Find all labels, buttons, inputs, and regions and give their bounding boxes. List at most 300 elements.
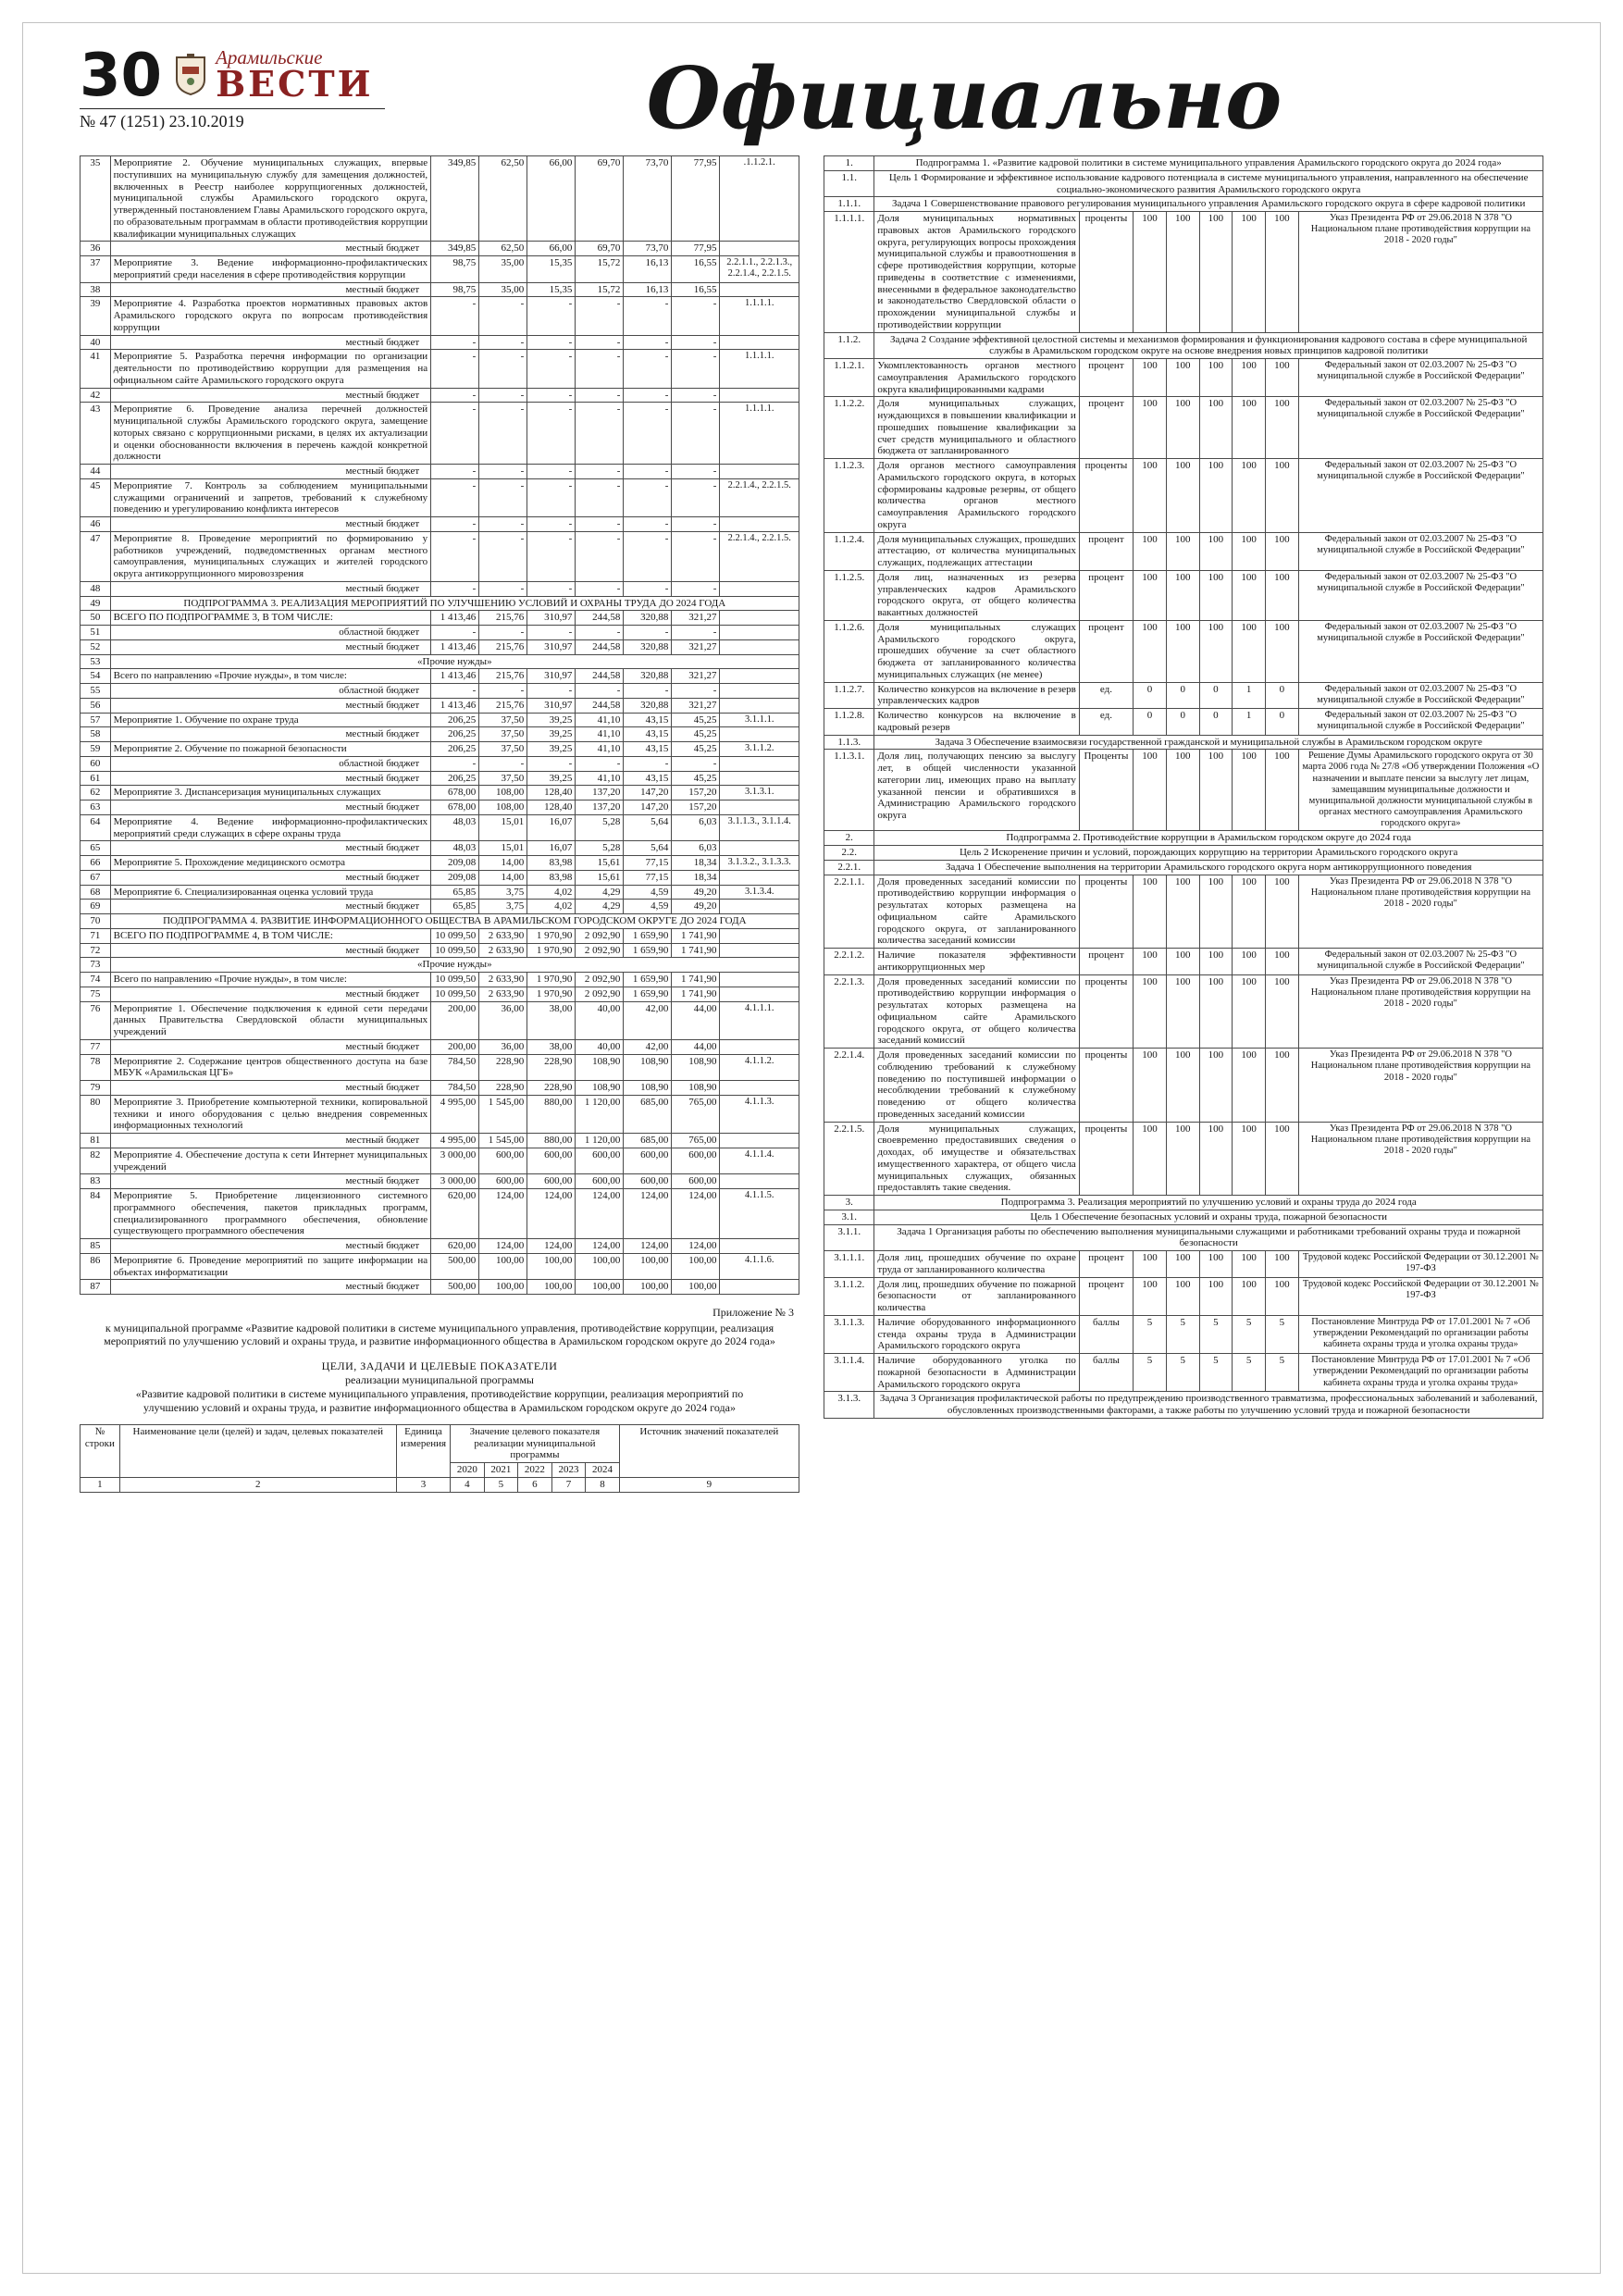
appendix-block (80, 1306, 799, 1348)
table-row (81, 900, 799, 914)
indicator-name: Доля лиц, назначенных из резерва управленческих кадров Арамильского городского округа, от общего количества вакантных должностей (874, 570, 1079, 620)
section-title: Подпрограмма 3. Реализация мероприятий по улучшению условий и охраны труда до 2024 года (874, 1196, 1543, 1210)
source-cell: Постановление Минтруда РФ от 17.01.2001 № 7 «Об утверждении Рекомендаций по организации работы кабинета охраны труда и уголка охраны труда» (1298, 1315, 1542, 1353)
amount-cell: 244,58 (576, 639, 624, 654)
table-row (81, 335, 799, 350)
amount-cell: - (527, 684, 576, 699)
amount-cell: - (576, 684, 624, 699)
amount-cell: - (672, 297, 720, 335)
indicator-name: Доля лиц, получающих пенсию за выслугу лет, в общей численности указанной категории лиц, имеющих право на выплату указанной пенсии и обратившихся в Администрацию Арамильского городского округа (874, 750, 1079, 831)
indicator-name: Доля муниципальных служащих, прошедших аттестацию, от количества муниципальных служащих, подлежащих аттестации (874, 532, 1079, 570)
table-row (824, 735, 1543, 750)
amount-cell: 69,70 (576, 242, 624, 256)
newspaper-logo (173, 46, 374, 105)
value-cell: 100 (1166, 620, 1199, 682)
indicator-code (720, 756, 799, 771)
amount-cell: 16,13 (624, 282, 672, 297)
value-cell: 100 (1233, 459, 1266, 533)
value-cell: 100 (1199, 397, 1233, 459)
row-number: 71 (81, 928, 111, 943)
value-cell: 100 (1134, 1122, 1167, 1196)
amount-cell: 206,25 (431, 771, 479, 786)
source-cell: Федеральный закон от 02.03.2007 № 25-ФЗ "О муниципальной службе в Российской Федерации" (1298, 359, 1542, 397)
value-cell: 100 (1199, 359, 1233, 397)
amount-cell: 147,20 (624, 800, 672, 815)
amount-cell: 108,00 (479, 800, 527, 815)
indicator-name: Укомплектованность органов местного самоуправления Арамильского городского округа квалифицированными кадрами (874, 359, 1079, 397)
amount-cell: 40,00 (576, 1001, 624, 1039)
table-row (824, 1210, 1543, 1224)
amount-cell: 124,00 (479, 1189, 527, 1239)
amount-cell: 108,00 (479, 786, 527, 800)
amount-cell: 320,88 (624, 698, 672, 713)
value-cell: 100 (1134, 620, 1167, 682)
indicator-code: 1.1.1.1. (720, 350, 799, 388)
row-number: 2.2.1.5. (824, 1122, 874, 1196)
value-cell: 100 (1266, 570, 1299, 620)
amount-cell: - (624, 626, 672, 640)
section-title: Подпрограмма 1. «Развитие кадровой политики в системе муниципального управления Арамильского городского округа до 2024 года» (874, 156, 1543, 171)
value-cell: 100 (1199, 212, 1233, 333)
amount-cell: - (672, 531, 720, 581)
masthead (80, 41, 385, 131)
value-cell: 100 (1266, 1277, 1299, 1315)
row-number: 73 (81, 958, 111, 973)
amount-cell: - (479, 297, 527, 335)
row-number: 45 (81, 478, 111, 516)
row-number: 3.1.1.3. (824, 1315, 874, 1353)
amount-cell: 600,00 (479, 1174, 527, 1189)
amount-cell: 100,00 (624, 1253, 672, 1280)
appendix-label: Приложение № 3 (712, 1306, 794, 1319)
numbering-cell: 4 (451, 1477, 485, 1492)
measure-name: Мероприятие 6. Проведение мероприятий по защите информации на объектах информатизации (110, 1253, 431, 1280)
value-cell: 100 (1266, 397, 1299, 459)
value-cell: 100 (1134, 750, 1167, 831)
table-row (81, 800, 799, 815)
value-cell: 100 (1166, 1277, 1199, 1315)
measure-name: местный бюджет (110, 1081, 431, 1096)
row-number: 1.1.2.1. (824, 359, 874, 397)
amount-cell: 1 741,90 (672, 943, 720, 958)
amount-cell: - (672, 756, 720, 771)
amount-cell: 45,25 (672, 727, 720, 742)
table-row (824, 1224, 1543, 1251)
measure-name: Мероприятие 6. Проведение анализа перечней должностей муниципальной службы Арамильского городского округа, замещение которых связано с коррупционными рисками, в целях их актуализации и оценки обоснованности включения в перечень каждой конкретной должности (110, 403, 431, 465)
table-row (81, 1189, 799, 1239)
indicator-code (720, 771, 799, 786)
measure-name: Мероприятие 3. Диспансеризация муниципальных служащих (110, 786, 431, 800)
amount-cell: - (624, 581, 672, 596)
table-row (81, 943, 799, 958)
amount-cell: - (527, 478, 576, 516)
indicator-name: Доля органов местного самоуправления Арамильского городского округа, в которых сформированы кадровые резервы, от общего количества органов местного самоуправления Арамильского городского округа (874, 459, 1079, 533)
budget-table-body (81, 156, 799, 1295)
unit-cell: процент (1079, 620, 1133, 682)
amount-cell: - (624, 478, 672, 516)
amount-cell: 1 413,46 (431, 698, 479, 713)
row-number: 51 (81, 626, 111, 640)
indicator-code (720, 987, 799, 1001)
amount-cell: 228,90 (527, 1054, 576, 1081)
amount-cell: - (479, 684, 527, 699)
amount-cell: 35,00 (479, 256, 527, 283)
row-number: 75 (81, 987, 111, 1001)
indicator-code (720, 1174, 799, 1189)
table-row (81, 1095, 799, 1133)
amount-cell: 45,25 (672, 742, 720, 757)
indicator-code: 4.1.1.2. (720, 1054, 799, 1081)
row-number: 40 (81, 335, 111, 350)
amount-cell: - (479, 581, 527, 596)
unit-cell: проценты (1079, 1049, 1133, 1123)
value-cell: 100 (1166, 949, 1199, 975)
numbering-cell: 3 (396, 1477, 450, 1492)
amount-cell: 44,00 (672, 1001, 720, 1039)
row-number: 85 (81, 1239, 111, 1254)
amount-cell: - (527, 297, 576, 335)
amount-cell: - (672, 388, 720, 403)
table-row (81, 856, 799, 871)
amount-cell: 128,40 (527, 786, 576, 800)
section-title: Подпрограмма 2. Противодействие коррупции в Арамильском городском округе до 2024 года (874, 831, 1543, 846)
section-title: Задача 1 Организация работы по обеспечению выполнения муниципальными служащими и работниками требований охраны труда и пожарной безопасности (874, 1224, 1543, 1251)
value-cell: 1 (1233, 682, 1266, 709)
amount-cell: 620,00 (431, 1189, 479, 1239)
indicator-name: Доля муниципальных служащих, своевременно предоставивших сведения о доходах, об имуществе и обязательствах имущественного характера, от общего числа муниципальных служащих, обязанных предоставлять такие сведения. (874, 1122, 1079, 1196)
value-cell: 100 (1134, 1049, 1167, 1123)
amount-cell: 600,00 (624, 1174, 672, 1189)
table-row (824, 397, 1543, 459)
indicator-code (720, 973, 799, 987)
measure-name: Мероприятие 5. Приобретение лицензионного системного программного обеспечения, пакетов прикладных программ, специализированного программного обеспечения, обновление существующего программного обеспечения (110, 1189, 431, 1239)
amount-cell: - (479, 465, 527, 479)
row-number: 36 (81, 242, 111, 256)
amount-cell: 228,90 (527, 1081, 576, 1096)
amount-cell: 65,85 (431, 900, 479, 914)
measure-name: местный бюджет (110, 771, 431, 786)
amount-cell: - (576, 581, 624, 596)
indicator-code: 3.1.3.1. (720, 786, 799, 800)
table-row (824, 1354, 1543, 1392)
table-row (81, 596, 799, 611)
row-number: 1.1.1.1. (824, 212, 874, 333)
col-header-name: Наименование цели (целей) и задач, целевых показателей (119, 1424, 396, 1477)
amount-cell: 83,98 (527, 856, 576, 871)
amount-cell: 43,15 (624, 742, 672, 757)
row-number: 37 (81, 256, 111, 283)
amount-cell: - (672, 684, 720, 699)
amount-cell: 200,00 (431, 1039, 479, 1054)
value-cell: 5 (1266, 1315, 1299, 1353)
amount-cell: - (672, 581, 720, 596)
amount-cell: 15,61 (576, 870, 624, 885)
row-number: 69 (81, 900, 111, 914)
row-number: 80 (81, 1095, 111, 1133)
amount-cell: 678,00 (431, 786, 479, 800)
unit-cell: проценты (1079, 974, 1133, 1049)
numbering-row (81, 1477, 799, 1492)
measure-name: Мероприятие 5. Прохождение медицинского осмотра (110, 856, 431, 871)
measure-name: местный бюджет (110, 1039, 431, 1054)
year-cell: 2024 (586, 1463, 620, 1478)
table-row (824, 949, 1543, 975)
row-number: 1.1. (824, 170, 874, 197)
amount-cell: - (624, 335, 672, 350)
amount-cell: - (431, 297, 479, 335)
amount-cell: - (624, 517, 672, 532)
row-number: 2.2.1.1. (824, 875, 874, 949)
amount-cell: - (479, 626, 527, 640)
amount-cell: 600,00 (576, 1174, 624, 1189)
row-number: 53 (81, 654, 111, 669)
row-number: 48 (81, 581, 111, 596)
measure-name: местный бюджет (110, 1134, 431, 1148)
amount-cell: 38,00 (527, 1001, 576, 1039)
unit-cell: процент (1079, 359, 1133, 397)
amount-cell: 3 000,00 (431, 1148, 479, 1174)
unit-cell: процент (1079, 1251, 1133, 1278)
table-row (81, 1081, 799, 1096)
measure-name: Мероприятие 1. Обучение по охране труда (110, 713, 431, 727)
amount-cell: 45,25 (672, 713, 720, 727)
value-cell: 100 (1134, 1277, 1167, 1315)
row-number: 42 (81, 388, 111, 403)
measure-name: Всего по направлению «Прочие нужды», в том числе: (110, 973, 431, 987)
measure-name: областной бюджет (110, 756, 431, 771)
amount-cell: 18,34 (672, 870, 720, 885)
amount-cell: 39,25 (527, 727, 576, 742)
amount-cell: 685,00 (624, 1095, 672, 1133)
unit-cell: процент (1079, 949, 1133, 975)
unit-cell: проценты (1079, 212, 1133, 333)
amount-cell: - (624, 350, 672, 388)
amount-cell: 4,29 (576, 900, 624, 914)
amount-cell: 43,15 (624, 771, 672, 786)
amount-cell: 124,00 (672, 1239, 720, 1254)
amount-cell: 16,55 (672, 256, 720, 283)
budget-table (80, 155, 799, 1295)
amount-cell: - (527, 517, 576, 532)
table-row (81, 156, 799, 242)
measure-name: областной бюджет (110, 684, 431, 699)
amount-cell: 200,00 (431, 1001, 479, 1039)
goals-title-line3: «Развитие кадровой политики в системе муниципального управления, противодействие коррупции, реализация мероприятий по улучшению условий и охраны труда, и развитие информационного общества в Арамильском городском округе до 2024 года» (135, 1386, 744, 1414)
amount-cell: 4 995,00 (431, 1095, 479, 1133)
amount-cell: 124,00 (527, 1189, 576, 1239)
table-row (81, 1039, 799, 1054)
amount-cell: 310,97 (527, 698, 576, 713)
value-cell: 100 (1166, 875, 1199, 949)
table-row (81, 282, 799, 297)
amount-cell: 37,50 (479, 742, 527, 757)
indicator-code: 4.1.1.6. (720, 1253, 799, 1280)
table-row (81, 1253, 799, 1280)
value-cell: 100 (1233, 570, 1266, 620)
measure-name: областной бюджет (110, 626, 431, 640)
amount-cell: 83,98 (527, 870, 576, 885)
source-cell: Федеральный закон от 02.03.2007 № 25-ФЗ "О муниципальной службе в Российской Федерации" (1298, 570, 1542, 620)
indicator-name: Доля муниципальных служащих, нуждающихся в повышении квалификации и прошедших повышение квалификации за счет средств муниципального и областного бюджета от запланированного (874, 397, 1079, 459)
amount-cell: 1 413,46 (431, 669, 479, 684)
unit-cell: процент (1079, 397, 1133, 459)
amount-cell: 600,00 (576, 1148, 624, 1174)
table-row (81, 1280, 799, 1295)
measure-name: местный бюджет (110, 639, 431, 654)
indicator-code: 4.1.1.1. (720, 1001, 799, 1039)
amount-cell: 310,97 (527, 669, 576, 684)
table-row (824, 332, 1543, 359)
amount-cell: 39,25 (527, 713, 576, 727)
amount-cell: 1 970,90 (527, 987, 576, 1001)
indicator-code (720, 1039, 799, 1054)
amount-cell: 215,76 (479, 611, 527, 626)
table-row (824, 212, 1543, 333)
value-cell: 1 (1233, 709, 1266, 736)
amount-cell: 157,20 (672, 800, 720, 815)
table-row (824, 459, 1543, 533)
numbering-cell: 7 (551, 1477, 586, 1492)
amount-cell: - (672, 478, 720, 516)
left-column (80, 155, 799, 1493)
amount-cell: - (576, 465, 624, 479)
amount-cell: - (576, 756, 624, 771)
row-number: 83 (81, 1174, 111, 1189)
table-row (81, 531, 799, 581)
amount-cell: 14,00 (479, 856, 527, 871)
row-number: 58 (81, 727, 111, 742)
row-number: 68 (81, 885, 111, 900)
table-row (81, 870, 799, 885)
row-number: 72 (81, 943, 111, 958)
table-row (824, 860, 1543, 875)
amount-cell: 15,01 (479, 841, 527, 856)
table-row (824, 1277, 1543, 1315)
table-row (824, 1122, 1543, 1196)
value-cell: 100 (1233, 532, 1266, 570)
measure-name: Мероприятие 1. Обеспечение подключения к единой сети передачи данных Правительства Свердловской области муниципальных учреждений (110, 1001, 431, 1039)
indicators-header-table (80, 1424, 799, 1493)
value-cell: 100 (1266, 359, 1299, 397)
amount-cell: 77,95 (672, 242, 720, 256)
amount-cell: - (431, 388, 479, 403)
row-number: 39 (81, 297, 111, 335)
section-title: Задача 3 Организация профилактической работы по предупреждению производственного травматизма, профессиональных заболеваний и заболеваний, обусловленных производственными факторами, а также работы по улучшению условий труда и пожарной безопасности (874, 1392, 1543, 1419)
row-number: 1.1.3. (824, 735, 874, 750)
amount-cell: 320,88 (624, 611, 672, 626)
amount-cell: 321,27 (672, 611, 720, 626)
amount-cell: 6,03 (672, 814, 720, 841)
amount-cell: 43,15 (624, 713, 672, 727)
measure-name: местный бюджет (110, 282, 431, 297)
table-row (81, 669, 799, 684)
indicator-code (720, 727, 799, 742)
indicator-code (720, 1134, 799, 1148)
row-number: 84 (81, 1189, 111, 1239)
amount-cell: - (479, 350, 527, 388)
row-number: 54 (81, 669, 111, 684)
row-number: 62 (81, 786, 111, 800)
amount-cell: - (672, 350, 720, 388)
indicator-code (720, 517, 799, 532)
amount-cell: 40,00 (576, 1039, 624, 1054)
value-cell: 5 (1199, 1354, 1233, 1392)
value-cell: 5 (1134, 1315, 1167, 1353)
table-row (824, 875, 1543, 949)
table-row (81, 841, 799, 856)
table-row (824, 974, 1543, 1049)
section-title: ПОДПРОГРАММА 3. РЕАЛИЗАЦИЯ МЕРОПРИЯТИЙ ПО УЛУЧШЕНИЮ УСЛОВИЙ И ОХРАНЫ ТРУДА ДО 2024 ГОДА (110, 596, 799, 611)
row-number: 2.2.1.3. (824, 974, 874, 1049)
amount-cell: 5,28 (576, 814, 624, 841)
source-cell: Федеральный закон от 02.03.2007 № 25-ФЗ "О муниципальной службе в Российской Федерации" (1298, 459, 1542, 533)
indicator-code (720, 800, 799, 815)
amount-cell: 3,75 (479, 885, 527, 900)
source-cell: Федеральный закон от 02.03.2007 № 25-ФЗ "О муниципальной службе в Российской Федерации" (1298, 397, 1542, 459)
value-cell: 100 (1233, 397, 1266, 459)
amount-cell: 5,28 (576, 841, 624, 856)
table-row (81, 517, 799, 532)
amount-cell: - (672, 626, 720, 640)
row-number: 77 (81, 1039, 111, 1054)
appendix-text: к муниципальной программе «Развитие кадровой политики в системе муниципального управления, противодействие коррупции, реализация мероприятий по улучшению условий и охраны труда, и развитие информационного общества в Арамильском городском округе до 2024 года» (104, 1322, 775, 1348)
value-cell: 100 (1134, 974, 1167, 1049)
measure-name: Мероприятие 4. Разработка проектов нормативных правовых актов Арамильского городского округа по вопросам противодействия коррупции (110, 297, 431, 335)
amount-cell: 1 545,00 (479, 1095, 527, 1133)
amount-cell: 49,20 (672, 885, 720, 900)
table-row (81, 771, 799, 786)
row-number: 44 (81, 465, 111, 479)
row-number: 2.2.1.4. (824, 1049, 874, 1123)
value-cell: 100 (1166, 359, 1199, 397)
measure-name: местный бюджет (110, 800, 431, 815)
value-cell: 100 (1134, 570, 1167, 620)
amount-cell: - (527, 626, 576, 640)
amount-cell: 215,76 (479, 698, 527, 713)
amount-cell: 137,20 (576, 800, 624, 815)
section-title: Цель 2 Искоренение причин и условий, порождающих коррупцию на территории Арамильского городского округа (874, 846, 1543, 861)
amount-cell: 15,35 (527, 256, 576, 283)
value-cell: 100 (1199, 949, 1233, 975)
value-cell: 5 (1134, 1354, 1167, 1392)
amount-cell: - (672, 335, 720, 350)
table-row (824, 197, 1543, 212)
row-number: 47 (81, 531, 111, 581)
value-cell: 100 (1134, 459, 1167, 533)
table-row (824, 1315, 1543, 1353)
value-cell: 5 (1166, 1354, 1199, 1392)
indicator-code (720, 928, 799, 943)
col-header-num: № строки (81, 1424, 120, 1477)
amount-cell: 62,50 (479, 242, 527, 256)
amount-cell: 244,58 (576, 611, 624, 626)
row-number: 1.1.2.4. (824, 532, 874, 570)
value-cell: 100 (1134, 359, 1167, 397)
measure-name: местный бюджет (110, 1239, 431, 1254)
value-cell: 100 (1266, 620, 1299, 682)
row-number: 46 (81, 517, 111, 532)
table-row (81, 1001, 799, 1039)
unit-cell: процент (1079, 532, 1133, 570)
page-header (80, 41, 1543, 148)
measure-name: Мероприятие 4. Обеспечение доступа к сети Интернет муниципальных учреждений (110, 1148, 431, 1174)
amount-cell: 3,75 (479, 900, 527, 914)
measure-name: ВСЕГО ПО ПОДПРОГРАММЕ 3, В ТОМ ЧИСЛЕ: (110, 611, 431, 626)
table-row (824, 1196, 1543, 1210)
row-number: 1.1.2.7. (824, 682, 874, 709)
table-row (81, 242, 799, 256)
value-cell: 100 (1233, 1122, 1266, 1196)
